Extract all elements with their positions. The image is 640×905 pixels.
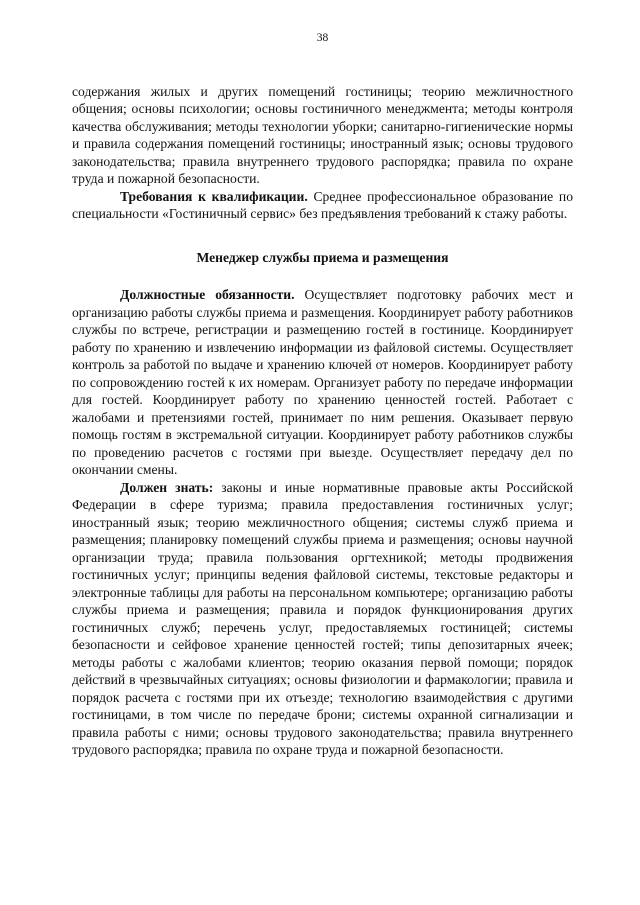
paragraph-qualification — [72, 188, 573, 223]
qualification-label: Требования к квалификации. — [120, 188, 308, 204]
knowledge-label: Должен знать: — [120, 479, 214, 495]
duties-text: Осуществляет подготовку рабочих мест и организацию работы службы приема и размещения. Координирует работу работников службы по встрече, регистрации и размещению гостей в гостинице. Координирует работу по хранению и извлечению информации из файловой системы. Осуществляет контроль за работой по выдаче и хранению ключей от номеров. Координирует работу по сопровождению гостей к их номерам. Организует работу по передаче информации для гостей. Координирует работу по хранению ценностей гостей. Работает с жалобами и претензиями гостей, принимает по ним решения. Оказывает первую помощь гостям в экстремальной ситуации. Координирует работу работников службы по проведению расчетов с гостями при выезде. Осуществляет передачу дел по окончании смены. — [72, 287, 573, 477]
page-number: 38 — [316, 32, 329, 44]
duties-label: Должностные обязанности. — [120, 287, 295, 302]
paragraph-top: содержания жилых и других помещений гостиницы; теорию межличностного общения; основы психологии; основы гостиничного менеджмента; методы контроля качества обслуживания; методы технологии уборки; санитарно-гигиенические нормы и правила содержания помещений гостиницы; иностранный язык; основы трудового законодательства; правила внутреннего трудового распорядка; правила по охране труда и пожарной безопасности. — [72, 83, 573, 186]
knowledge-text: законы и иные нормативные правовые акты Российской Федерации в сфере туризма; правила предоставления гостиничных услуг; иностранный язык; теорию межличностного общения; системы служб приема и размещения; планировку помещений службы приема и размещения; основы научной организации труда; правила пользования оргтехникой; методы продвижения гостиничных услуг; принципы ведения файловой системы, текстовые редакторы и электронные таблицы для работы на персональном компьютере; организацию работы службы приема и размещения; правила и порядок функционирования других гостиничных служб; перечень услуг, предоставляемых гостиницей; системы безопасности и сейфовое хранение ценностей гостей; типы депозитарных ячеек; методы работы с жалобами клиентов; теорию оказания первой помощи; порядок действий в чрезвычайных ситуациях; основы физиологии и фармакологии; правила и порядок расчета с гостями при их отъезде; технологию взаимодействия с другими гостиницами, в том числе по передаче брони; системы охранной сигнализации и правила работы с ними; основы трудового законодательства; правила внутреннего трудового распорядка; правила по охране труда и пожарной безопасности. — [72, 479, 573, 757]
paragraph-duties — [72, 286, 573, 479]
section-title: Менеджер службы приема и размещения — [196, 249, 449, 265]
qualification-text: Среднее профессиональное образование по специальности «Гостиничный сервис» без предъявления требований к стажу работы. — [72, 188, 573, 221]
paragraph-knowledge — [72, 479, 573, 759]
